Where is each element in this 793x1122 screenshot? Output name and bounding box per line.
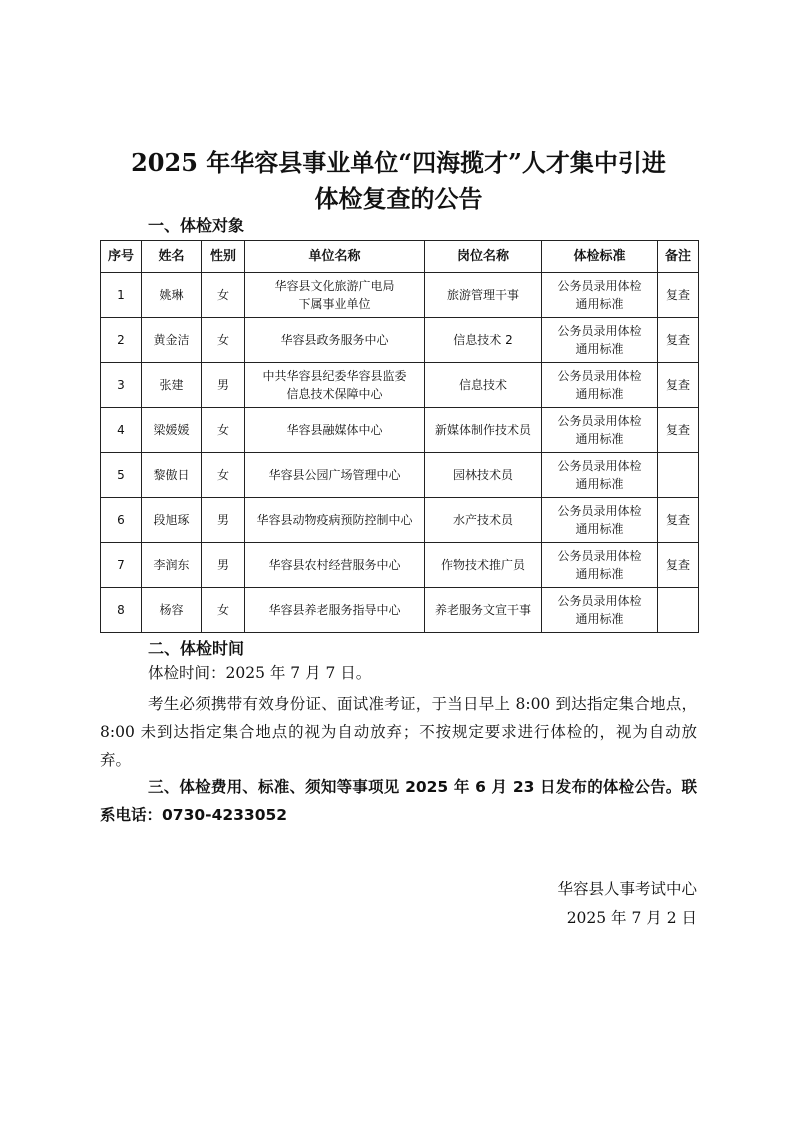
cell-gender: 男 xyxy=(202,498,245,543)
cell-unit-name xyxy=(245,588,425,633)
cell-unit-name-line: 华容县公园广场管理中心 xyxy=(268,468,401,482)
cell-note xyxy=(658,453,699,498)
cell-serial-number: 5 xyxy=(101,453,142,498)
column-header: 性别 xyxy=(202,241,245,273)
cell-post-name xyxy=(425,318,542,363)
cell-unit-name xyxy=(245,273,425,318)
cell-exam-standard-line: 公务员录用体检 xyxy=(557,459,642,473)
cell-gender: 男 xyxy=(202,543,245,588)
cell-exam-standard-line: 公务员录用体检 xyxy=(557,414,642,428)
cell-exam-standard-line: 公务员录用体检 xyxy=(557,324,642,338)
cell-note: 复查 xyxy=(658,408,699,453)
cell-post-name xyxy=(425,543,542,588)
cell-serial-number: 8 xyxy=(101,588,142,633)
cell-serial-number: 2 xyxy=(101,318,142,363)
cell-name: 梁媛媛 xyxy=(142,408,202,453)
cell-gender: 女 xyxy=(202,453,245,498)
fees-and-contact-text: 三、体检费用、标准、须知等事项见 2025 年 6 月 23 日发布的体检公告。联系电话：0730-4233052 xyxy=(100,778,697,824)
cell-exam-standard xyxy=(542,363,658,408)
cell-gender: 女 xyxy=(202,318,245,363)
cell-gender: 女 xyxy=(202,408,245,453)
table-row xyxy=(101,498,699,543)
cell-exam-standard xyxy=(542,273,658,318)
document-title-line1: 2025 年华容县事业单位“四海揽才”人才集中引进 xyxy=(131,148,666,177)
cell-serial-number: 7 xyxy=(101,543,142,588)
cell-exam-standard-line: 公务员录用体检 xyxy=(557,504,642,518)
cell-unit-name xyxy=(245,408,425,453)
cell-exam-standard-line: 通用标准 xyxy=(575,432,624,446)
cell-unit-name xyxy=(245,363,425,408)
cell-gender: 男 xyxy=(202,363,245,408)
cell-exam-standard-line: 通用标准 xyxy=(575,297,624,311)
cell-serial-number: 4 xyxy=(101,408,142,453)
cell-post-name-line: 信息技术 xyxy=(458,378,507,392)
cell-post-name xyxy=(425,453,542,498)
column-header: 备注 xyxy=(658,241,699,273)
table-row xyxy=(101,318,699,363)
cell-unit-name xyxy=(245,543,425,588)
cell-post-name xyxy=(425,588,542,633)
cell-note: 复查 xyxy=(658,498,699,543)
table-row xyxy=(101,408,699,453)
cell-exam-standard-line: 通用标准 xyxy=(575,612,624,626)
cell-name: 张建 xyxy=(142,363,202,408)
cell-unit-name-line: 下属事业单位 xyxy=(298,297,371,311)
cell-unit-name-line: 信息技术保障中心 xyxy=(286,387,383,401)
cell-post-name-line: 新媒体制作技术员 xyxy=(434,423,531,437)
cell-unit-name-line: 华容县养老服务指导中心 xyxy=(268,603,401,617)
cell-exam-standard-line: 通用标准 xyxy=(575,387,624,401)
cell-note: 复查 xyxy=(658,273,699,318)
cell-name: 姚琳 xyxy=(142,273,202,318)
table-row xyxy=(101,273,699,318)
cell-post-name-line: 园林技术员 xyxy=(452,468,513,482)
cell-unit-name xyxy=(245,498,425,543)
column-header: 序号 xyxy=(101,241,142,273)
cell-post-name-line: 养老服务文宣干事 xyxy=(434,603,531,617)
cell-exam-standard-line: 通用标准 xyxy=(575,567,624,581)
column-header: 体检标准 xyxy=(542,241,658,273)
document-title-line2: 体检复查的公告 xyxy=(314,184,483,213)
cell-serial-number: 3 xyxy=(101,363,142,408)
cell-exam-standard xyxy=(542,498,658,543)
cell-unit-name-line: 华容县农村经营服务中心 xyxy=(268,558,401,572)
cell-exam-standard-line: 公务员录用体检 xyxy=(557,549,642,563)
cell-exam-standard-line: 通用标准 xyxy=(575,522,624,536)
cell-note xyxy=(658,588,699,633)
cell-unit-name-line: 华容县融媒体中心 xyxy=(286,423,383,437)
cell-serial-number: 1 xyxy=(101,273,142,318)
cell-post-name-line: 水产技术员 xyxy=(452,513,513,527)
cell-name: 黎傲日 xyxy=(142,453,202,498)
cell-unit-name xyxy=(245,453,425,498)
cell-name: 杨容 xyxy=(142,588,202,633)
cell-post-name xyxy=(425,498,542,543)
cell-name: 黄金洁 xyxy=(142,318,202,363)
column-header: 姓名 xyxy=(142,241,202,273)
cell-note: 复查 xyxy=(658,363,699,408)
cell-exam-standard xyxy=(542,318,658,363)
table-row xyxy=(101,453,699,498)
table-header-row xyxy=(101,241,699,273)
candidates-table xyxy=(100,240,699,633)
table-row xyxy=(101,543,699,588)
table-body xyxy=(101,273,699,633)
cell-name: 段旭琢 xyxy=(142,498,202,543)
cell-note: 复查 xyxy=(658,318,699,363)
cell-serial-number: 6 xyxy=(101,498,142,543)
cell-post-name-line: 信息技术 2 xyxy=(453,333,513,347)
cell-note: 复查 xyxy=(658,543,699,588)
cell-post-name xyxy=(425,273,542,318)
section-heading-exam-time: 二、体检时间 xyxy=(148,639,245,658)
cell-unit-name-line: 华容县动物疫病预防控制中心 xyxy=(256,513,413,527)
cell-gender: 女 xyxy=(202,588,245,633)
cell-exam-standard xyxy=(542,453,658,498)
cell-exam-standard-line: 公务员录用体检 xyxy=(557,369,642,383)
table-row xyxy=(101,588,699,633)
signature-date: 2025 年 7 月 2 日 xyxy=(566,909,697,927)
cell-exam-standard-line: 通用标准 xyxy=(575,342,624,356)
column-header: 岗位名称 xyxy=(425,241,542,273)
cell-name: 李润东 xyxy=(142,543,202,588)
exam-time-text: 体检时间：2025 年 7 月 7 日。 xyxy=(148,664,372,682)
cell-exam-standard xyxy=(542,408,658,453)
cell-exam-standard-line: 公务员录用体检 xyxy=(557,594,642,608)
cell-exam-standard xyxy=(542,588,658,633)
cell-unit-name-line: 华容县政务服务中心 xyxy=(280,333,389,347)
cell-gender: 女 xyxy=(202,273,245,318)
cell-unit-name-line: 中共华容县纪委华容县监委 xyxy=(262,369,407,383)
column-header: 单位名称 xyxy=(245,241,425,273)
cell-exam-standard-line: 公务员录用体检 xyxy=(557,279,642,293)
cell-post-name xyxy=(425,363,542,408)
table-row xyxy=(101,363,699,408)
exam-instructions-text: 考生必须携带有效身份证、面试准考证，于当日早上 8:00 到达指定集合地点，8:00 未到达指定集合地点的视为自动放弃；不按规定要求进行体检的，视为自动放弃。 xyxy=(100,695,697,769)
cell-unit-name-line: 华容县文化旅游广电局 xyxy=(274,279,395,293)
cell-unit-name xyxy=(245,318,425,363)
section-heading-exam-candidates: 一、体检对象 xyxy=(148,216,245,235)
signature-organization: 华容县人事考试中心 xyxy=(557,880,697,898)
cell-post-name xyxy=(425,408,542,453)
cell-post-name-line: 旅游管理干事 xyxy=(446,288,519,302)
cell-post-name-line: 作物技术推广员 xyxy=(440,558,525,572)
cell-exam-standard xyxy=(542,543,658,588)
cell-exam-standard-line: 通用标准 xyxy=(575,477,624,491)
